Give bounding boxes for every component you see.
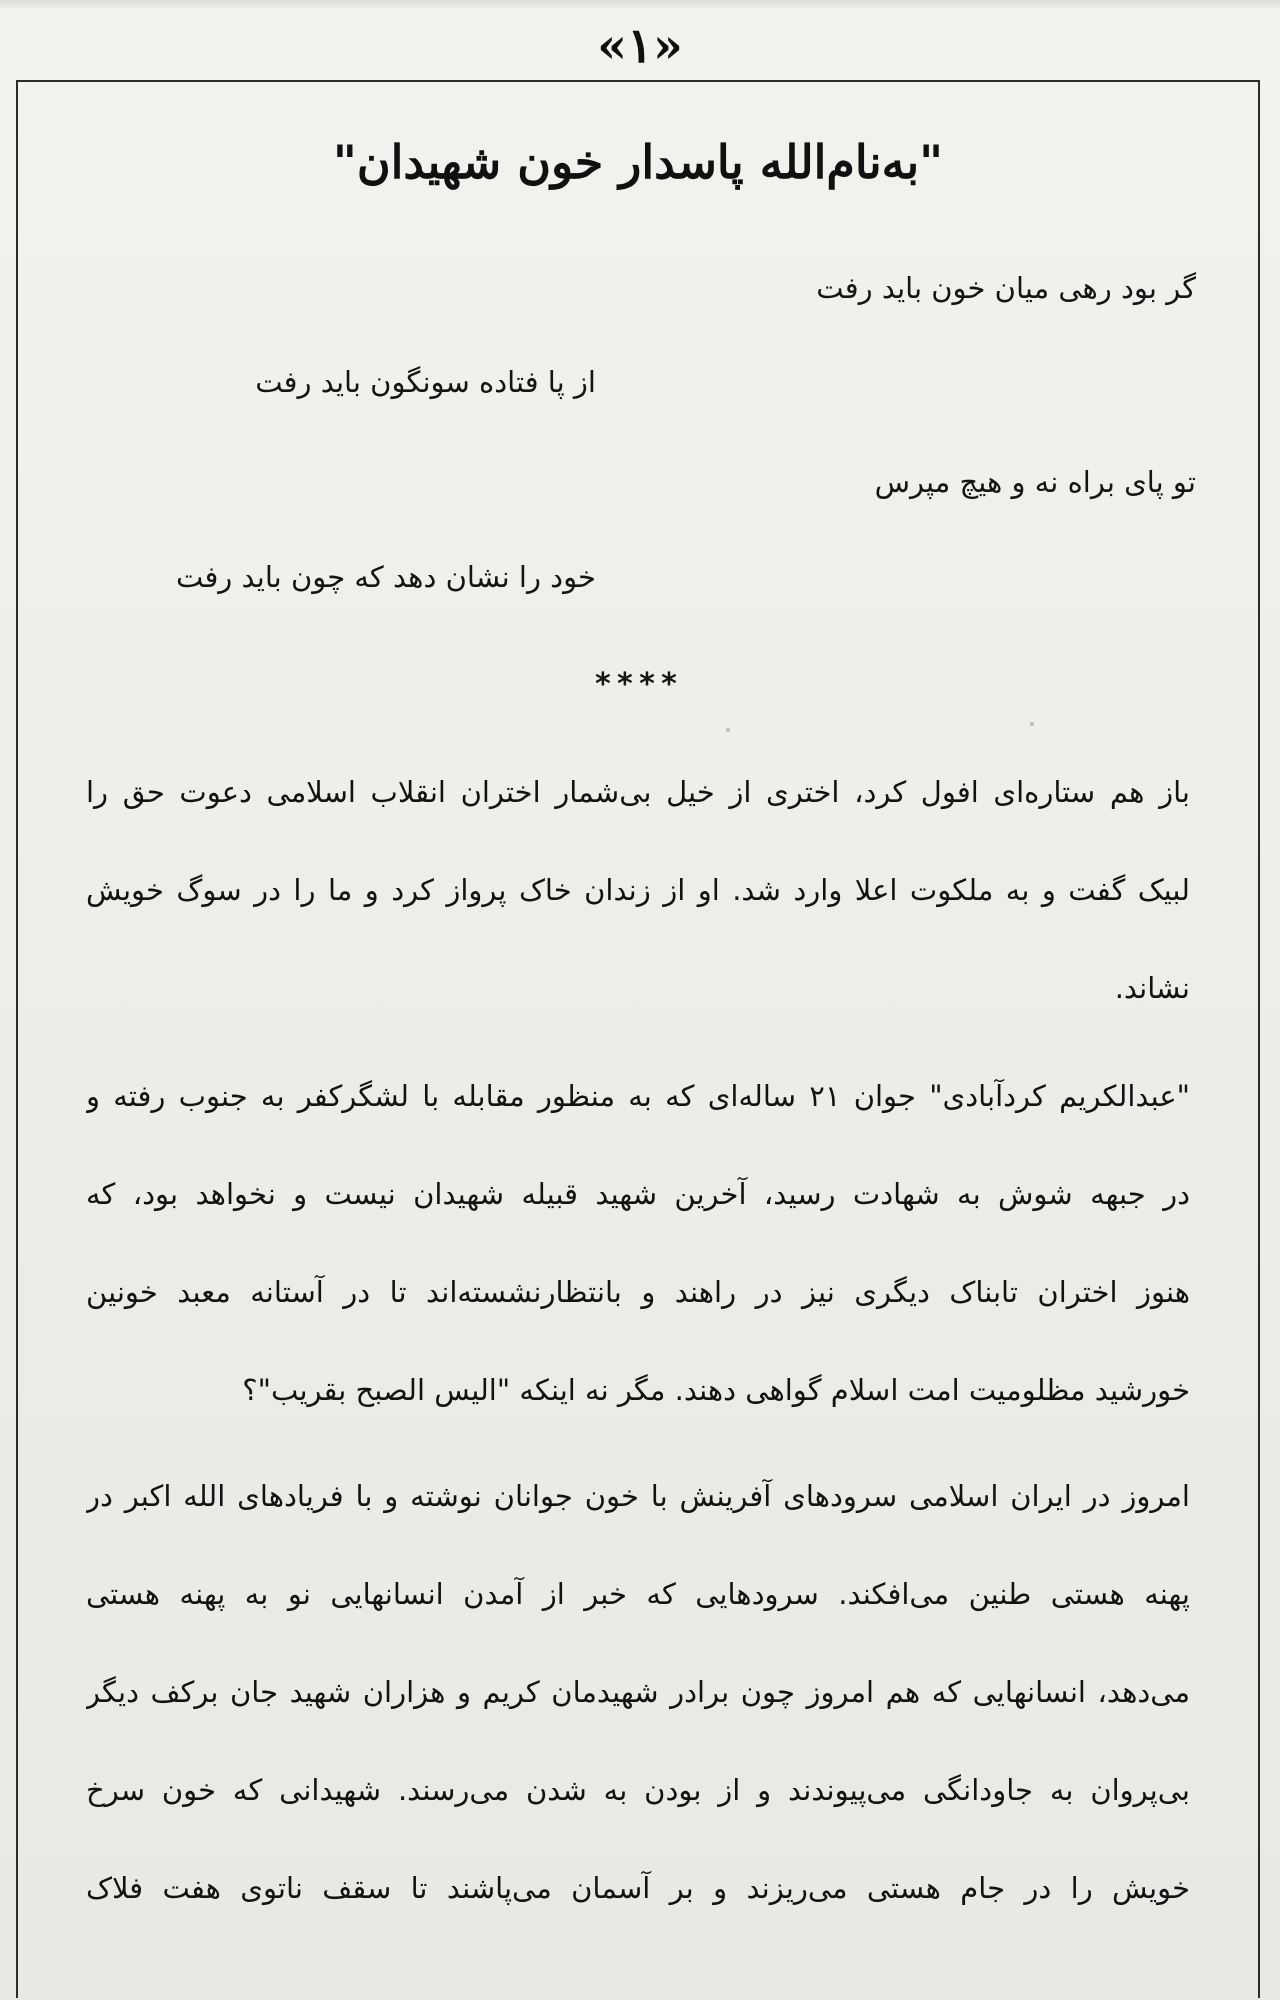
- paragraph-line: امروز در ایران اسلامی سرودهای آفرینش با خون جوانان نوشته و با فریادهای الله اکبر در: [86, 1479, 1190, 1513]
- poem-line-2: از پا فتاده سونگون باید رفت: [255, 365, 596, 399]
- page-number: «۱»: [597, 18, 683, 74]
- poem-line-1: گر بود رهی میان خون باید رفت: [816, 271, 1196, 305]
- paragraph-line: در جبهه شوش به شهادت رسید، آخرین شهید قبیله شهیدان نیست و نخواهد بود، که: [86, 1177, 1190, 1211]
- content-frame: [16, 80, 1260, 1998]
- paragraph-line: می‌دهد، انسانهایی که هم امروز چون برادر شهیدمان کریم و هزاران شهید جان برکف دیگر: [86, 1675, 1190, 1709]
- scan-edge: [0, 0, 1280, 10]
- section-separator: ****: [593, 667, 683, 702]
- paragraph-line: هنوز اختران تابناک دیگری نیز در راهند و بانتظارنشسته‌اند تا در آستانه معبد خونین: [86, 1275, 1190, 1309]
- paragraph-line: پهنه هستی طنین می‌افکند. سرودهایی که خبر از آمدن انسانهایی نو به پهنه هستی: [86, 1577, 1190, 1611]
- paragraph-line: نشاند.: [1114, 971, 1190, 1005]
- paragraph-line: خویش را در جام هستی می‌ریزند و بر آسمان می‌پاشند تا سقف ناتوی هفت فلاک: [86, 1871, 1190, 1905]
- paragraph-line: بی‌پروان به جاودانگی می‌پیوندند و از بودن به شدن می‌رسند. شهیدانی که خون سرخ: [86, 1773, 1190, 1807]
- poem-line-4: خود را نشان دهد که چون باید رفت: [175, 560, 596, 594]
- poem-line-3: تو پای براه نه و هیچ مپرس: [874, 465, 1196, 499]
- scan-dust: [1030, 722, 1034, 726]
- paragraph-line: لبیک گفت و به ملکوت اعلا وارد شد. او از زندان خاک پرواز کرد و ما را در سوگ خویش: [86, 873, 1190, 907]
- page-title: "به‌نام‌الله پاسدار خون شهیدان": [332, 135, 944, 189]
- paragraph-line: باز هم ستاره‌ای افول کرد، اختری از خیل بی‌شمار اختران انقلاب اسلامی دعوت حق را: [86, 775, 1190, 809]
- scan-dust: [726, 728, 730, 732]
- paragraph-line: خورشید مظلومیت امت اسلام گواهی دهند. مگر نه اینکه "الیس الصبح بقریب"؟: [242, 1373, 1190, 1407]
- paragraph-line: "عبدالکریم کردآبادی" جوان ۲۱ ساله‌ای که به منظور مقابله با لشگرکفر به جنوب رفته و: [86, 1079, 1190, 1113]
